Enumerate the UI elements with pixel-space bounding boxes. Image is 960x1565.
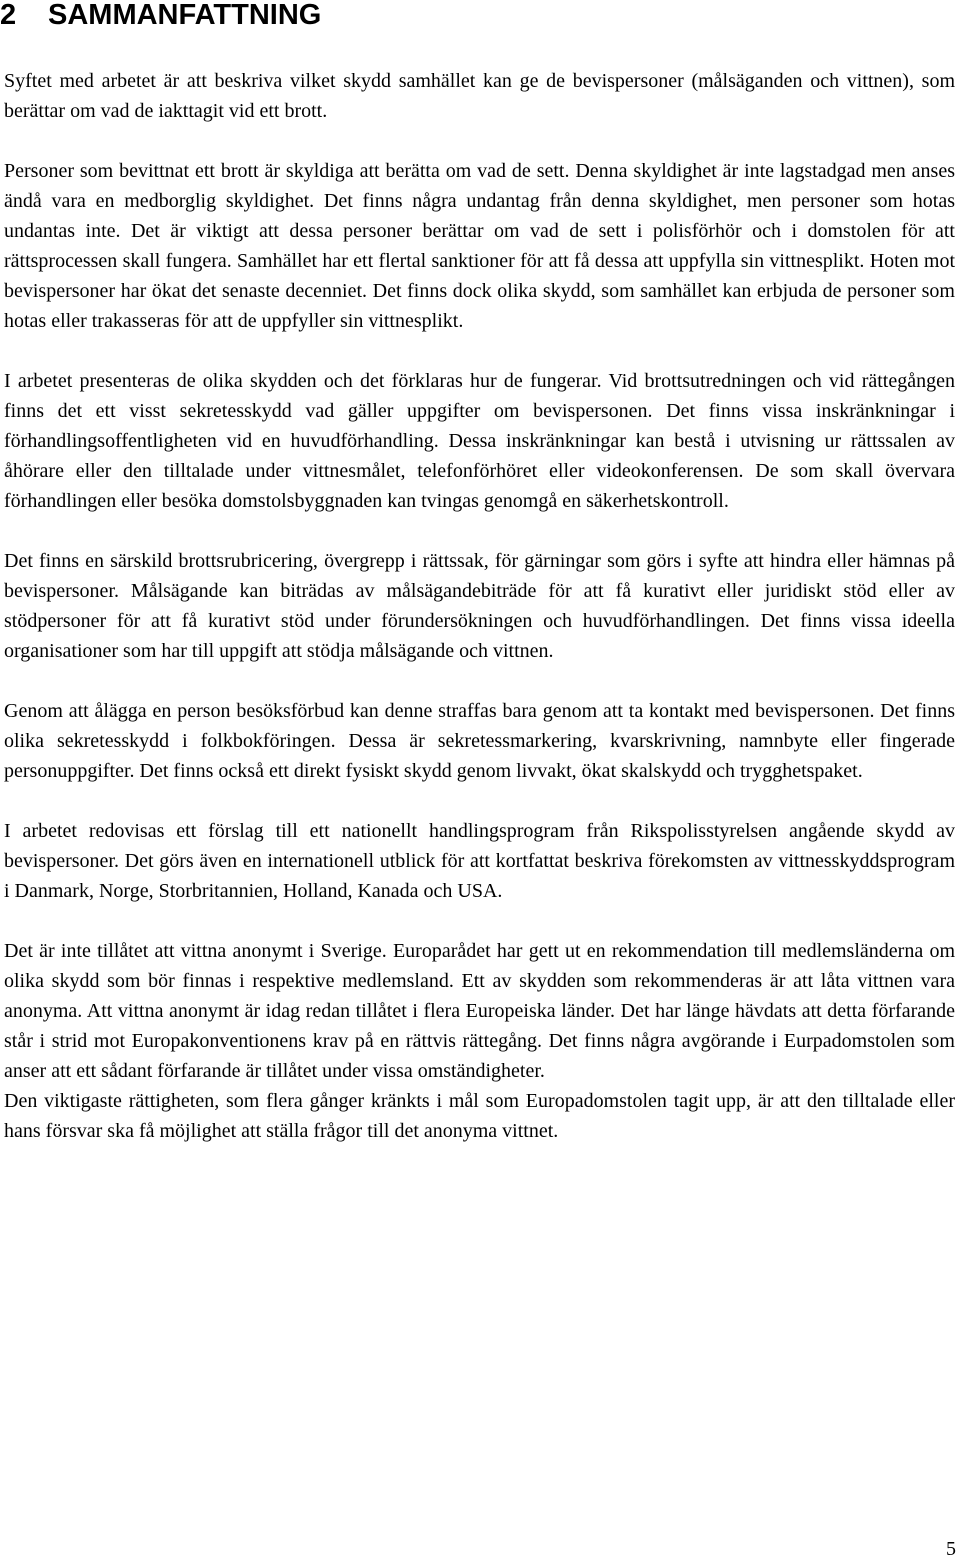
page-number: 5 — [946, 1538, 956, 1560]
section-heading — [0, 0, 321, 32]
paragraph-anonymous-witness: Det är inte tillåtet att vittna anonymt i Sverige. Europarådet har gett ut en rekommendation till medlemsländerna om olika skydd som bör finnas i respektive medlemsland. Ett av skydden som rekommenderas är att låta vittnen vara anonyma. Att vittna anonymt är idag redan tillåtet i flera Europeiska länder. Det har länge hävdats att detta förfarande står i strid mot Europakonventionens krav på en rättvis rättegång. Det finns några avgörande i Eurpadomstolen som anser att ett sådant förfarande är tillåtet under vissa omständigheter. — [4, 940, 955, 1082]
summary-body — [4, 66, 955, 1176]
paragraph-national-program: I arbetet redovisas ett förslag till ett nationellt handlingsprogram från Rikspolisstyrelsen angående skydd av bevispersoner. Det görs även en internationell utblick för att kortfattat beskriva förekomsten av vittnesskyddsprogram i Danmark, Norge, Storbritannien, Holland, Kanada och USA. — [4, 820, 955, 902]
paragraph-offence-support: Det finns en särskild brottsrubricering, övergrepp i rättssak, för gärningar som görs i syfte att hindra eller hämnas på bevispersoner. Målsägande kan biträdas av målsägandebiträde för att få kurativt eller juridiskt stöd eller av stödpersoner för att få kurativt stöd under förundersökningen och huvudförhandlingen. Det finns vissa ideella organisationer som har till uppgift att stödja målsägande och vittnen. — [4, 550, 955, 662]
paragraph-right-to-question: Den viktigaste rättigheten, som flera gånger kränkts i mål som Europadomstolen tagit upp, är att den tilltalade eller hans försvar ska få möjlighet att ställa frågor till det anonyma vittnet. — [4, 1090, 955, 1142]
paragraph-protections: I arbetet presenteras de olika skydden och det förklaras hur de fungerar. Vid brottsutredningen och vid rättegången finns det ett visst sekretesskydd vad gäller uppgifter om bevispersonen. Det finns vissa inskränkningar i förhandlingsoffentligheten vid en huvudförhandling. Dessa inskränkningar kan bestå i utvisning ur rättssalen av åhörare eller den tilltalade under vittnesmålet, telefonförhöret eller videokonferensen. De som skall övervara förhandlingen eller besöka domstolsbyggnaden kan tvingas genomgå en säkerhetskontroll. — [4, 370, 955, 512]
section-title: SAMMANFATTNING — [48, 0, 322, 31]
paragraph-witness-duty: Personer som bevittnat ett brott är skyldiga att berätta om vad de sett. Denna skyldighet är inte lagstadgad men anses ändå vara en medborglig skyldighet. Det finns några undantag från denna skyldighet, men personer som hotas undantas inte. Det är viktigt att dessa personer berättar om vad de sett i polisförhör och i domstolen för att rättsprocessen skall fungera. Samhället har ett flertal sanktioner för att få dessa att uppfylla sin vittnesplikt. Hoten mot bevispersoner har ökat det senaste decenniet. Det finns dock olika skydd, som samhället kan erbjuda de personer som hotas eller trakasseras för att de uppfyller sin vittnesplikt. — [4, 160, 955, 332]
paragraph-purpose: Syftet med arbetet är att beskriva vilket skydd samhället kan ge de bevispersoner (målsäganden och vittnen), som berättar om vad de iakttagit vid ett brott. — [4, 70, 955, 122]
paragraph-restraining-order: Genom att ålägga en person besöksförbud kan denne straffas bara genom att ta kontakt med bevispersonen. Det finns olika sekretesskydd i folkbokföringen. Dessa är sekretessmarkering, kvarskrivning, namnbyte eller fingerade personuppgifter. Det finns också ett direkt fysiskt skydd genom livvakt, ökat skalskydd och trygghetspaket. — [4, 700, 955, 782]
section-number: 2 — [0, 0, 17, 31]
